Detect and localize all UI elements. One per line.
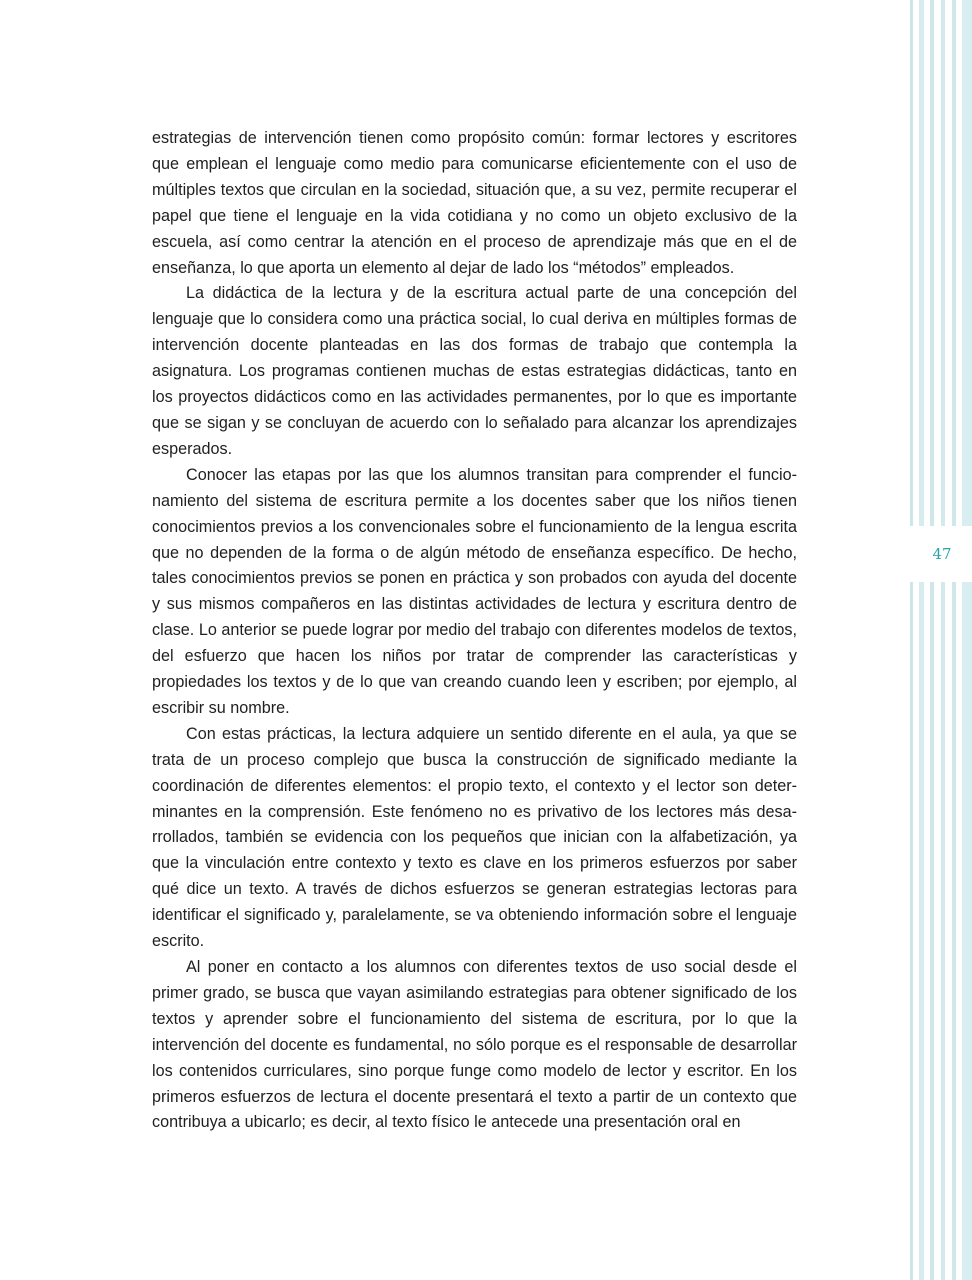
paragraph-4: Con estas prácticas, la lectura adquiere un sentido diferente en el aula, ya que se trata de un proceso complejo que busca la construcción de significado mediante la coordinación de diferentes elementos: el propio texto, el contexto y el lector son determinantes en la comprensión. Este fenómeno no es privativo de los lectores más desarrollados, también se evidencia con los pequeños que inician con la alfabetización, ya que la vinculación entre contexto y texto es clave en los primeros esfuerzos por saber qué dice un texto. A través de dichos esfuerzos se generan estrategias lectoras para identificar el significado y, paralelamente, se va obteniendo información sobre el lenguaje escrito. — [152, 724, 797, 951]
margin-stripe — [962, 0, 972, 1280]
body-text — [152, 126, 797, 1136]
page-number-box — [910, 526, 972, 582]
decorative-margin-stripes — [910, 0, 972, 1280]
margin-stripe — [952, 0, 956, 1280]
paragraph-1: estrategias de intervención tienen como propósito común: formar lectores y escritores que emplean el lenguaje como medio para comunicarse eficientemente con el uso de múltiples textos que circulan en la sociedad, situación que, a su vez, permite recuperar el papel que tiene el lenguaje en la vida cotidiana y no como un objeto exclusivo de la escuela, así como centrar la atención en el proceso de aprendizaje más que en el de enseñanza, lo que aporta un elemento al dejar de lado los “métodos” empleados. — [152, 129, 797, 277]
margin-stripe — [919, 0, 924, 1280]
paragraph-5: Al poner en contacto a los alumnos con diferentes textos de uso social desde el primer grado, se busca que vayan asimilando estrategias para obtener significado de los textos y aprender sobre el funcionamiento del sistema de escritura, por lo que la intervención del docente es fundamental, no sólo porque es el responsable de desarrollar los contenidos curriculares, sino porque funge como modelo de lector y escritor. En los primeros esfuerzos de lectura el docente presentará el texto a partir de un contexto que contribuya a ubicarlo; es decir, al texto físico le antecede una presentación oral en — [152, 958, 797, 1132]
page-number: 47 — [932, 545, 952, 563]
margin-stripe — [941, 0, 945, 1280]
margin-stripe — [910, 0, 913, 1280]
paragraph-3: Conocer las etapas por las que los alumnos transitan para comprender el funcionamiento del sistema de escritura permite a los docentes saber que los niños tienen conocimientos previos a los convencionales sobre el funcionamiento de la lengua escrita que no dependen de la forma o de algún método de enseñanza específico. De hecho, tales conocimientos previos se ponen en práctica y son probados con ayuda del docente y sus mismos compañeros en las distintas actividades de lectura y escritura dentro de clase. Lo anterior se puede lograr por medio del trabajo con diferentes modelos de textos, del esfuerzo que hacen los niños por tratar de comprender las características y propiedades los textos y de lo que van creando cuando leen y escriben; por ejemplo, al escribir su nombre. — [152, 465, 797, 717]
margin-stripe — [930, 0, 934, 1280]
paragraph-2: La didáctica de la lectura y de la escritura actual parte de una concepción del lenguaje que lo considera como una práctica social, lo cual deriva en múltiples formas de intervención docente planteadas en las dos formas de trabajo que contempla la asignatura. Los programas contienen muchas de estas estrategias didácticas, tanto en los proyectos didácticos como en las actividades permanentes, por lo que es importante que se sigan y se concluyan de acuerdo con lo señalado para alcanzar los aprendizajes esperados. — [152, 284, 797, 458]
